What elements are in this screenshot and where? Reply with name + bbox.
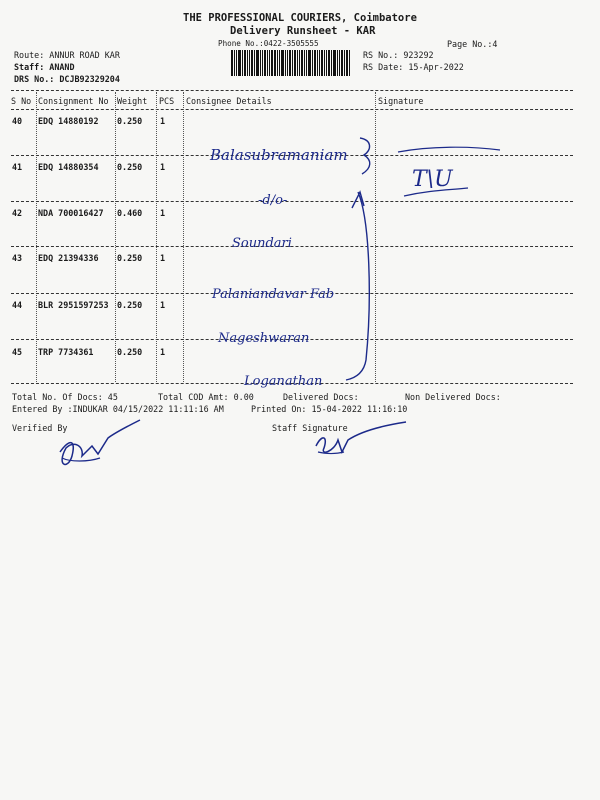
row-weight: 0.250 <box>117 162 143 172</box>
row-weight: 0.250 <box>117 300 143 310</box>
runsheet-subtitle: Delivery Runsheet - KAR <box>230 25 376 37</box>
row-weight: 0.460 <box>117 208 143 218</box>
col-weight: Weight <box>117 96 148 106</box>
staff-label: Staff: ANAND <box>14 62 75 72</box>
row-pcs: 1 <box>160 347 166 357</box>
brace-mark <box>360 138 370 174</box>
verified-signature <box>60 420 140 464</box>
total-docs: Total No. Of Docs: 45 <box>12 392 118 402</box>
row-pcs: 1 <box>160 300 166 310</box>
row-pcs: 1 <box>160 208 166 218</box>
row-weight: 0.250 <box>117 347 143 357</box>
col-consignee-details: Consignee Details <box>186 96 272 106</box>
col-sno: S No <box>11 96 32 106</box>
row-sno: 41 <box>12 162 23 172</box>
page-number: Page No.:4 <box>447 39 498 49</box>
row-consignment: TRP 7734361 <box>38 347 94 357</box>
row-weight: 0.250 <box>117 116 143 126</box>
row-consignment: EDQ 14880354 <box>38 162 99 172</box>
drs-number: DRS No.: DCJB92329204 <box>14 74 120 84</box>
row-weight: 0.250 <box>117 253 143 263</box>
printed-on: Printed On: 15-04-2022 11:16:10 <box>251 404 408 414</box>
bracket-mark <box>346 192 369 380</box>
staff-signature <box>318 452 344 454</box>
row-sno: 42 <box>12 208 23 218</box>
handwritten-name: Soundari <box>232 236 292 251</box>
row-consignment: BLR 2951597253 <box>38 300 109 310</box>
row-pcs: 1 <box>160 253 166 263</box>
handwritten-relation: -d/o- <box>258 193 288 208</box>
signature-stroke <box>398 147 500 152</box>
handwritten-name: Loganathan <box>244 374 323 389</box>
phone-number: Phone No.:0422-3505555 <box>218 39 319 48</box>
row-consignment: EDQ 14880192 <box>38 116 99 126</box>
handwritten-name: Balasubramaniam <box>210 146 348 164</box>
row-pcs: 1 <box>160 116 166 126</box>
entered-by: Entered By :INDUKAR 04/15/2022 11:11:16 AM <box>12 404 224 414</box>
verified-signature <box>62 458 100 461</box>
total-cod: Total COD Amt: 0.00 <box>158 392 254 402</box>
row-pcs: 1 <box>160 162 166 172</box>
staff-signature-label: Staff Signature <box>272 423 348 433</box>
non-delivered-docs: Non Delivered Docs: <box>405 392 501 402</box>
verified-by-label: Verified By <box>12 423 68 433</box>
row-sno: 44 <box>12 300 23 310</box>
col-pcs: PCS <box>159 96 175 106</box>
row-consignment: EDQ 21394336 <box>38 253 99 263</box>
row-sno: 45 <box>12 347 23 357</box>
company-title: THE PROFESSIONAL COURIERS, Coimbatore <box>183 12 417 24</box>
rs-number: RS No.: 923292 <box>363 50 434 60</box>
route-label: Route: ANNUR ROAD KAR <box>14 50 120 60</box>
row-sno: 43 <box>12 253 23 263</box>
handwritten-name: Nageshwaran <box>218 331 310 346</box>
rs-date: RS Date: 15-Apr-2022 <box>363 62 464 72</box>
row-consignment: NDA 700016427 <box>38 208 104 218</box>
delivered-docs: Delivered Docs: <box>283 392 359 402</box>
handwritten-name: Palaniandavar Fab <box>212 287 335 302</box>
col-signature: Signature <box>378 96 424 106</box>
signature-mark: T\U <box>412 167 453 192</box>
row-sno: 40 <box>12 116 23 126</box>
col-consignment: Consignment No <box>38 96 109 106</box>
